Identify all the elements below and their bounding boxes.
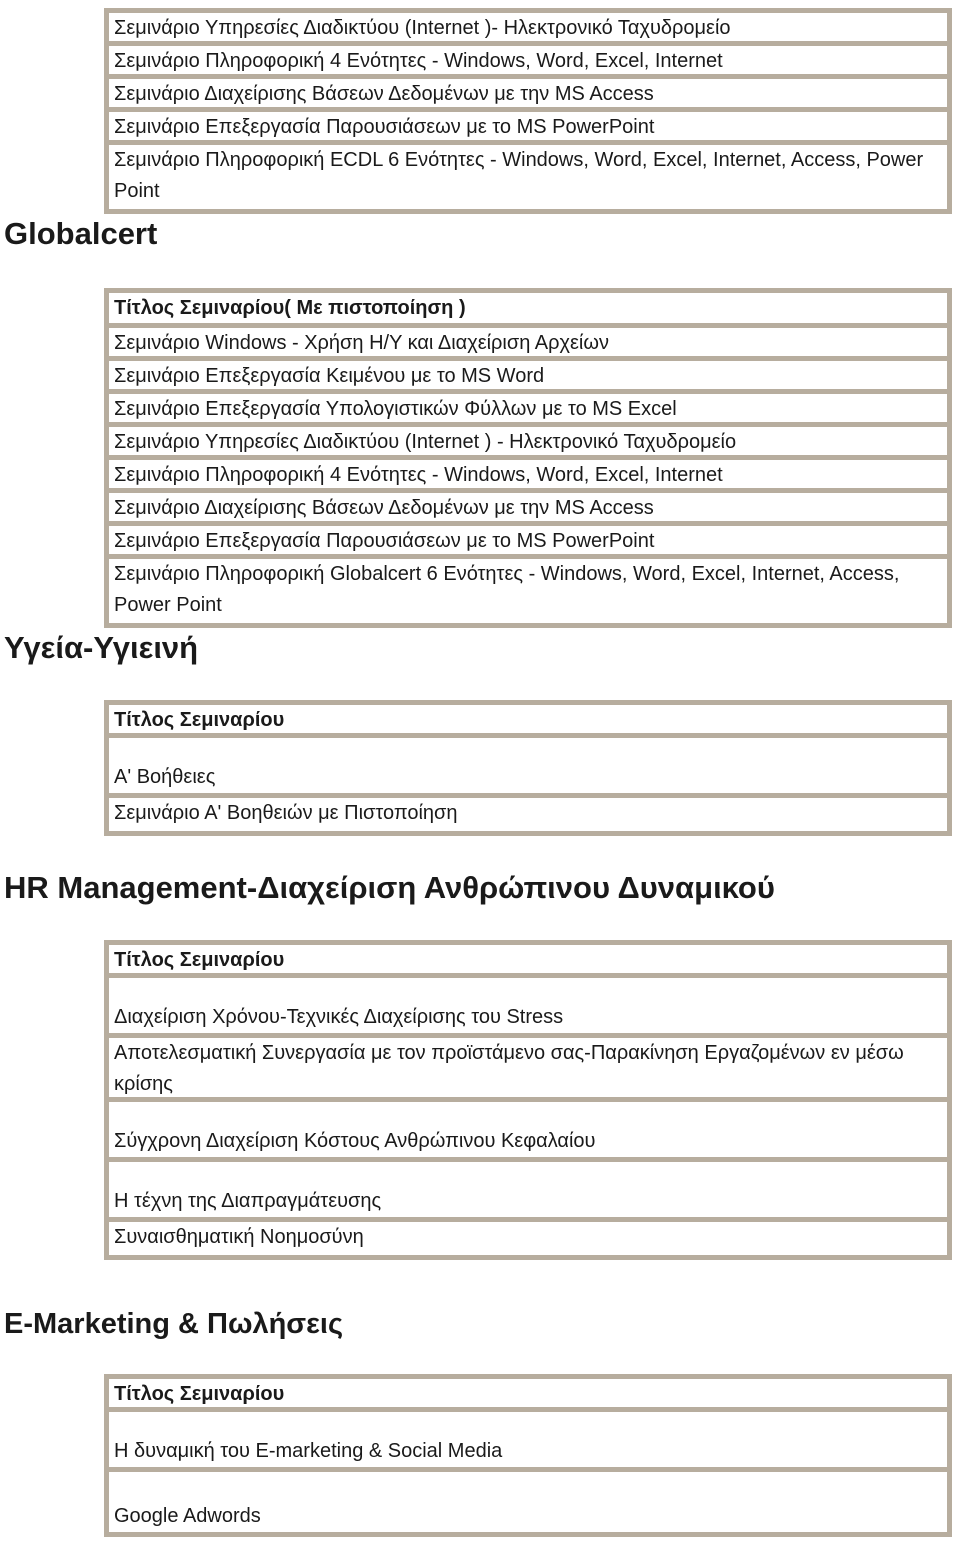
- globalcert-table: [104, 8, 952, 214]
- section-heading-hr: HR Management-Διαχείριση Ανθρώπινου Δυναμικού: [4, 870, 775, 905]
- emarketing-table: [104, 1374, 952, 1537]
- table-row: Σεμινάριο Υπηρεσίες Διαδικτύου (Internet ) - Ηλεκτρονικό Ταχυδρομείο: [109, 427, 947, 460]
- table-row: Σεμινάριο Διαχείρισης Βάσεων Δεδομένων με την MS Access: [109, 493, 947, 526]
- table-row: Σεμινάριο Α' Βοηθειών με Πιστοποίηση: [109, 798, 947, 831]
- table-row: [109, 1102, 947, 1162]
- row-text: Η τέχνη της Διαπραγμάτευσης: [114, 1190, 382, 1212]
- table-row: [109, 738, 947, 798]
- row-text: Google Adwords: [114, 1505, 261, 1527]
- table-row: Αποτελεσματική Συνεργασία με τον προϊστάμενο σας-Παρακίνηση Εργαζομένων εν μέσω κρίσης: [109, 1038, 947, 1102]
- hr-table: [104, 940, 952, 1260]
- table-row: [109, 1162, 947, 1222]
- table-row: Σεμινάριο Windows - Χρήση Η/Υ και Διαχείριση Αρχείων: [109, 328, 947, 361]
- table-header: Τίτλος Σεμιναρίου( Με πιστοποίηση ): [109, 293, 947, 328]
- row-text: Η δυναμική του E-marketing & Social Media: [114, 1440, 503, 1462]
- table-row: Σεμινάριο Διαχείρισης Βάσεων Δεδομένων με την MS Access: [109, 79, 947, 112]
- table-row: Σεμινάριο Πληροφορική 4 Ενότητες - Windows, Word, Excel, Internet: [109, 46, 947, 79]
- section-heading-emarketing: E-Marketing & Πωλήσεις: [4, 1308, 344, 1340]
- table-row: [109, 1412, 947, 1472]
- table-row: Σεμινάριο Υπηρεσίες Διαδικτύου (Internet )- Ηλεκτρονικό Ταχυδρομείο: [109, 13, 947, 46]
- table-row: Σεμινάριο Επεξεργασία Παρουσιάσεων με το MS PowerPoint: [109, 526, 947, 559]
- table-row: Σεμινάριο Επεξεργασία Παρουσιάσεων με το MS PowerPoint: [109, 112, 947, 145]
- table-row: Σεμινάριο Επεξεργασία Υπολογιστικών Φύλλων με το MS Excel: [109, 394, 947, 427]
- row-text: Σύγχρονη Διαχείριση Κόστους Ανθρώπινου Κεφαλαίου: [114, 1130, 596, 1152]
- table-row: Σεμινάριο Επεξεργασία Κειμένου με το MS Word: [109, 361, 947, 394]
- table-header: Τίτλος Σεμιναρίου: [109, 945, 947, 978]
- section-heading-globalcert: Globalcert: [4, 216, 158, 251]
- table-row: Σεμινάριο Πληροφορική ECDL 6 Ενότητες - Windows, Word, Excel, Internet, Access, Power Point: [109, 145, 947, 209]
- table-row: Συναισθηματική Νοημοσύνη: [109, 1222, 947, 1255]
- health-table: [104, 288, 952, 628]
- row-text: Α' Βοήθειες: [114, 766, 216, 788]
- row-text: Διαχείριση Χρόνου-Τεχνικές Διαχείρισης του Stress: [114, 1006, 564, 1028]
- table-header: Τίτλος Σεμιναρίου: [109, 1379, 947, 1412]
- table-row: [109, 1472, 947, 1532]
- table-header: Τίτλος Σεμιναρίου: [109, 705, 947, 738]
- table-row: Σεμινάριο Πληροφορική Globalcert 6 Ενότητες - Windows, Word, Excel, Internet, Access, Power Point: [109, 559, 947, 623]
- first-aid-table: [104, 700, 952, 836]
- section-heading-health: Υγεία-Υγιεινή: [4, 630, 199, 665]
- table-row: Σεμινάριο Πληροφορική 4 Ενότητες - Windows, Word, Excel, Internet: [109, 460, 947, 493]
- table-row: [109, 978, 947, 1038]
